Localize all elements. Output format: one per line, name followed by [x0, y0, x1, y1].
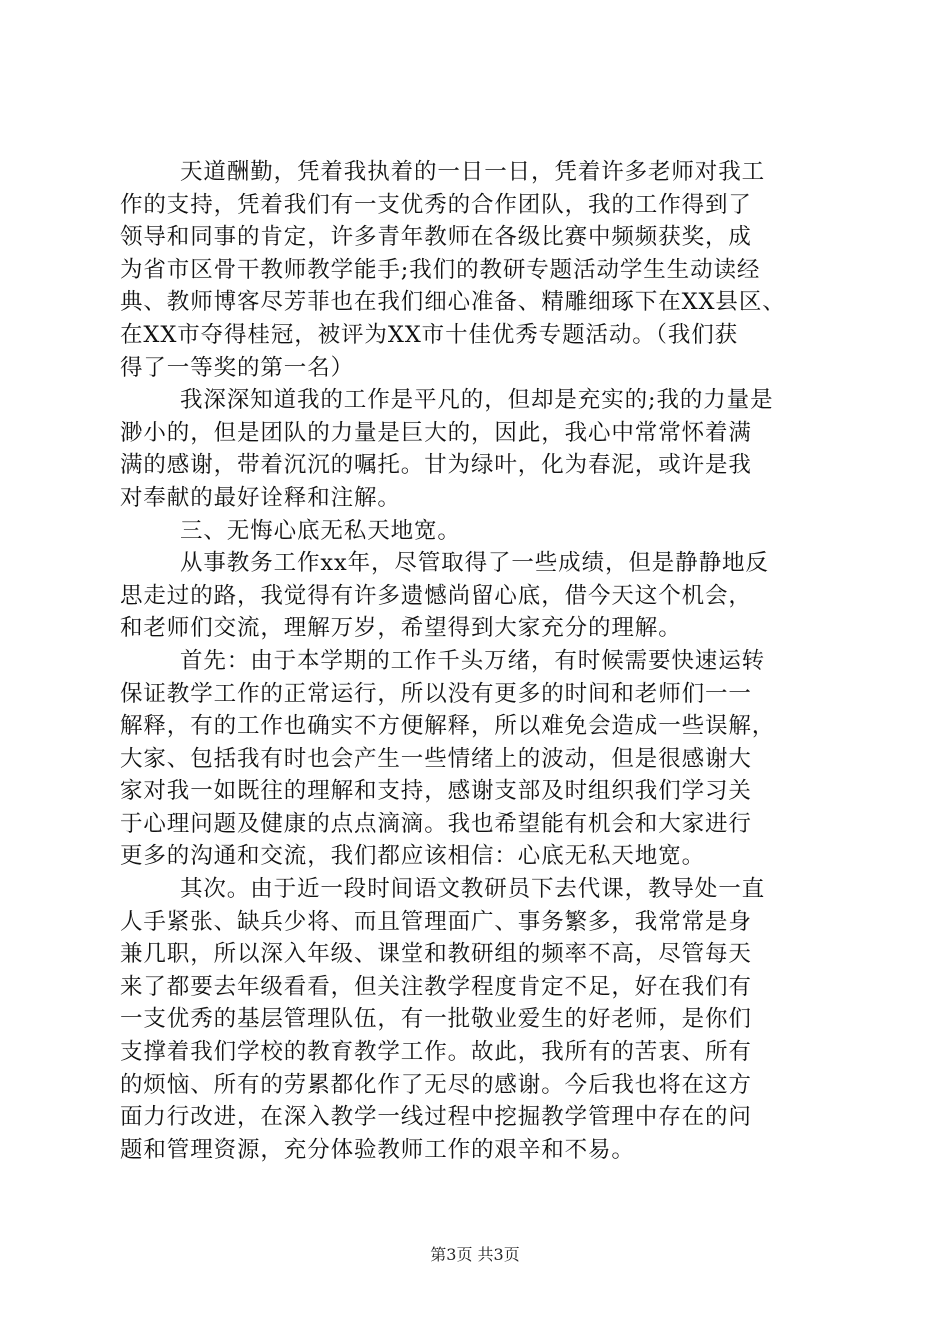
text-line: 面力行改进，在深入教学一线过程中挖掘教学管理中存在的问: [120, 1104, 752, 1131]
text-line: 家对我一如既往的理解和支持，感谢支部及时组织我们学习关: [120, 778, 752, 805]
text-line: 得了一等奖的第一名）: [120, 354, 355, 381]
text-line: 题和管理资源，充分体验教师工作的艰辛和不易。: [120, 1136, 635, 1163]
text-line: 一支优秀的基层管理队伍，有一批敬业爱生的好老师，是你们: [120, 1006, 752, 1033]
text-line: 大家、包括我有时也会产生一些情绪上的波动，但是很感谢大: [120, 745, 752, 772]
text-line: 兼几职，所以深入年级、课堂和教研组的频率不高，尽管每天: [120, 941, 752, 968]
text-line: 和老师们交流，理解万岁，希望得到大家充分的理解。: [120, 615, 682, 642]
text-line: 在XX市夺得桂冠，被评为XX市十佳优秀专题活动。（我们获: [120, 321, 739, 348]
text-line: 人手紧张、缺兵少将、而且管理面广、事务繁多，我常常是身: [120, 908, 752, 935]
text-line: 更多的沟通和交流，我们都应该相信：心底无私天地宽。: [120, 843, 706, 870]
section-heading: 三、无悔心底无私天地宽。: [180, 517, 461, 544]
text-line: 领导和同事的肯定，许多青年教师在各级比赛中频频获奖，成: [120, 224, 752, 251]
text-line: 思走过的路，我觉得有许多遗憾尚留心底，借今天这个机会，: [120, 582, 752, 609]
text-line: 保证教学工作的正常运行，所以没有更多的时间和老师们一一: [120, 680, 752, 707]
text-line: 来了都要去年级看看，但关注教学程度肯定不足，好在我们有: [120, 973, 752, 1000]
text-line: 典、教师博客尽芳菲也在我们细心准备、精雕细琢下在XX县区、: [120, 289, 786, 316]
text-line: 作的支持，凭着我们有一支优秀的合作团队，我的工作得到了: [120, 191, 752, 218]
text-line: 满的感谢，带着沉沉的嘱托。甘为绿叶，化为春泥，或许是我: [120, 452, 752, 479]
text-line: 其次。由于近一段时间语文教研员下去代课，教导处一直: [180, 876, 766, 903]
text-line: 我深深知道我的工作是平凡的，但却是充实的;我的力量是: [180, 387, 774, 414]
text-line: 天道酬勤，凭着我执着的一日一日，凭着许多老师对我工: [180, 159, 766, 185]
text-line: 解释，有的工作也确实不方便解释，所以难免会造成一些误解，: [120, 713, 776, 740]
text-line: 渺小的，但是团队的力量是巨大的，因此，我心中常常怀着满: [120, 419, 752, 446]
text-line: 于心理问题及健康的点点滴滴。我也希望能有机会和大家进行: [120, 810, 752, 837]
text-line: 支撑着我们学校的教育教学工作。故此，我所有的苦衷、所有: [120, 1039, 752, 1066]
text-line: 为省市区骨干教师教学能手;我们的教研专题活动学生生动读经: [120, 256, 761, 283]
document-body: [120, 156, 830, 1166]
text-line: 对奉献的最好诠释和注解。: [120, 484, 401, 511]
text-line: 的烦恼、所有的劳累都化作了无尽的感谢。今后我也将在这方: [120, 1071, 752, 1098]
text-line: 首先：由于本学期的工作千头万绪，有时候需要快速运转: [180, 647, 766, 674]
page-footer: 第3页 共3页: [430, 1245, 520, 1264]
text-line: 从事教务工作xx年，尽管取得了一些成绩，但是静静地反: [180, 550, 769, 577]
